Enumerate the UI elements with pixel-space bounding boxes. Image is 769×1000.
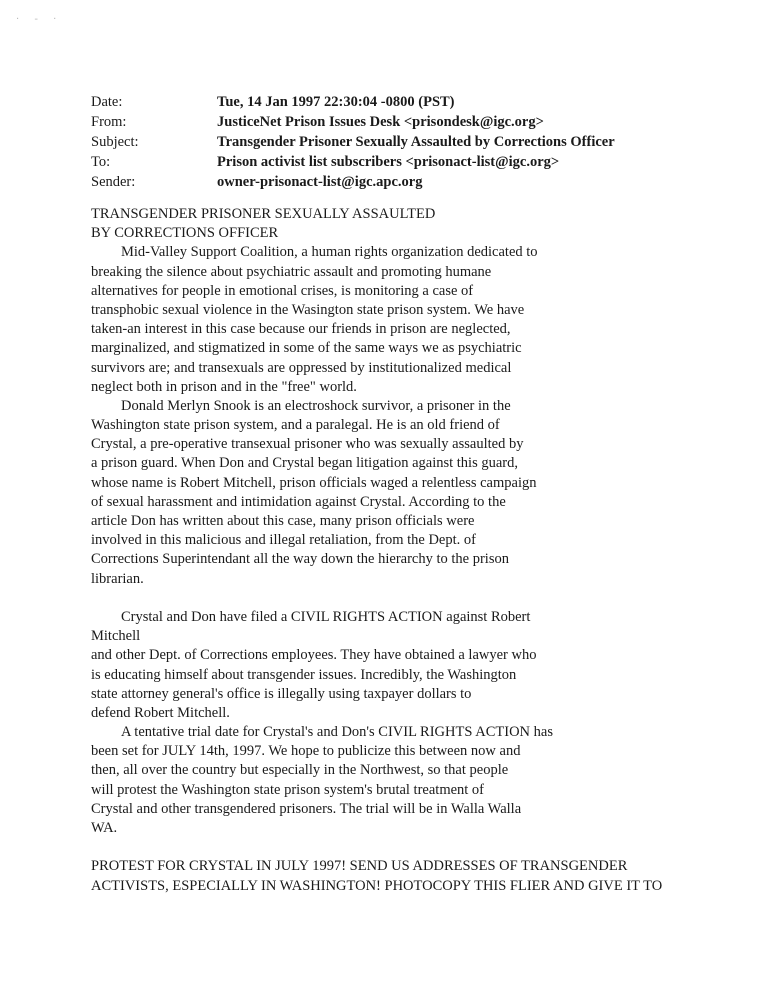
article-title-line: BY CORRECTIONS OFFICER xyxy=(91,225,279,242)
header-row-to xyxy=(91,152,751,172)
text-line: alternatives for people in emotional crises, is monitoring a case of xyxy=(91,282,474,299)
text-line: will protest the Washington state prison system's brutal treatment of xyxy=(91,781,485,798)
text-line: marginalized, and stigmatized in some of the same ways we as psychiatric xyxy=(91,340,522,357)
text-line: Crystal, a pre-operative transexual prisoner who was sexually assaulted by xyxy=(91,436,524,453)
header-value: Transgender Prisoner Sexually Assaulted by Corrections Officer xyxy=(217,134,615,150)
text-line: defend Robert Mitchell. xyxy=(91,704,230,721)
header-value: Prison activist list subscribers <prisonact-list@igc.org> xyxy=(217,154,560,170)
email-header xyxy=(91,92,751,192)
text-line: survivors are; and transexuals are oppressed by institutionalized medical xyxy=(91,359,512,376)
text-line: ACTIVISTS, ESPECIALLY IN WASHINGTON! PHOTOCOPY THIS FLIER AND GIVE IT TO xyxy=(91,877,663,894)
text-line: a prison guard. When Don and Crystal began litigation against this guard, xyxy=(91,455,518,472)
header-label: Sender: xyxy=(91,174,136,190)
text-line: Washington state prison system, and a paralegal. He is an old friend of xyxy=(91,417,500,434)
header-row-date xyxy=(91,92,751,112)
text-line: WA. xyxy=(91,820,118,836)
text-line: then, all over the country but especially in the Northwest, so that people xyxy=(91,762,509,779)
text-line: Crystal and other transgendered prisoners. The trial will be in Walla Walla xyxy=(91,800,522,817)
header-value: JusticeNet Prison Issues Desk <prisondesk@igc.org> xyxy=(217,114,544,130)
paragraph-spacer xyxy=(91,838,741,857)
article-title-line: TRANSGENDER PRISONER SEXUALLY ASSAULTED xyxy=(91,206,436,222)
text-line: whose name is Robert Mitchell, prison officials waged a relentless campaign xyxy=(91,474,537,491)
text-line: and other Dept. of Corrections employees. They have obtained a lawyer who xyxy=(91,647,537,664)
text-line: been set for JULY 14th, 1997. We hope to publicize this between now and xyxy=(91,743,521,760)
text-line: Mid-Valley Support Coalition, a human rights organization dedicated to xyxy=(121,244,538,261)
text-line: is educating himself about transgender issues. Incredibly, the Washington xyxy=(91,666,517,683)
text-line: A tentative trial date for Crystal's and Don's CIVIL RIGHTS ACTION has xyxy=(121,724,553,741)
paragraph-civil-rights xyxy=(91,608,741,723)
text-line: of sexual harassment and intimidation against Crystal. According to the xyxy=(91,493,506,510)
paragraph-spacer xyxy=(91,589,741,608)
text-line: Donald Merlyn Snook is an electroshock survivor, a prisoner in the xyxy=(121,397,511,414)
header-row-from xyxy=(91,112,751,132)
header-label: Subject: xyxy=(91,134,139,150)
paragraph-coalition xyxy=(91,243,741,397)
header-row-sender xyxy=(91,172,751,192)
text-line: breaking the silence about psychiatric assault and promoting humane xyxy=(91,263,492,280)
header-label: From: xyxy=(91,114,127,130)
text-line: article Don has written about this case, many prison officials were xyxy=(91,513,475,529)
text-line: state attorney general's office is illegally using taxpayer dollars to xyxy=(91,685,472,702)
text-line: librarian. xyxy=(91,570,144,587)
text-line: Crystal and Don have filed a CIVIL RIGHTS ACTION against Robert xyxy=(121,608,531,625)
text-line: Corrections Superintendant all the way down the hierarchy to the prison xyxy=(91,551,509,568)
header-label: To: xyxy=(91,154,111,170)
text-line: taken-an interest in this case because our friends in prison are neglected, xyxy=(91,321,511,338)
paragraph-trial-date xyxy=(91,723,741,838)
text-line: involved in this malicious and illegal retaliation, from the Dept. of xyxy=(91,532,476,549)
text-line: transphobic sexual violence in the Wasington state prison system. We have xyxy=(91,301,525,318)
scan-mark: · - · xyxy=(16,14,63,25)
header-value: owner-prisonact-list@igc.apc.org xyxy=(217,174,423,190)
header-value: Tue, 14 Jan 1997 22:30:04 -0800 (PST) xyxy=(217,94,455,110)
paragraph-donald xyxy=(91,397,741,589)
paragraph-protest xyxy=(91,857,741,895)
email-body xyxy=(91,205,741,896)
header-label: Date: xyxy=(91,94,123,110)
text-line: PROTEST FOR CRYSTAL IN JULY 1997! SEND US ADDRESSES OF TRANSGENDER xyxy=(91,858,628,875)
text-line: neglect both in prison and in the "free" world. xyxy=(91,378,357,395)
text-line: Mitchell xyxy=(91,628,141,645)
header-row-subject xyxy=(91,132,751,152)
